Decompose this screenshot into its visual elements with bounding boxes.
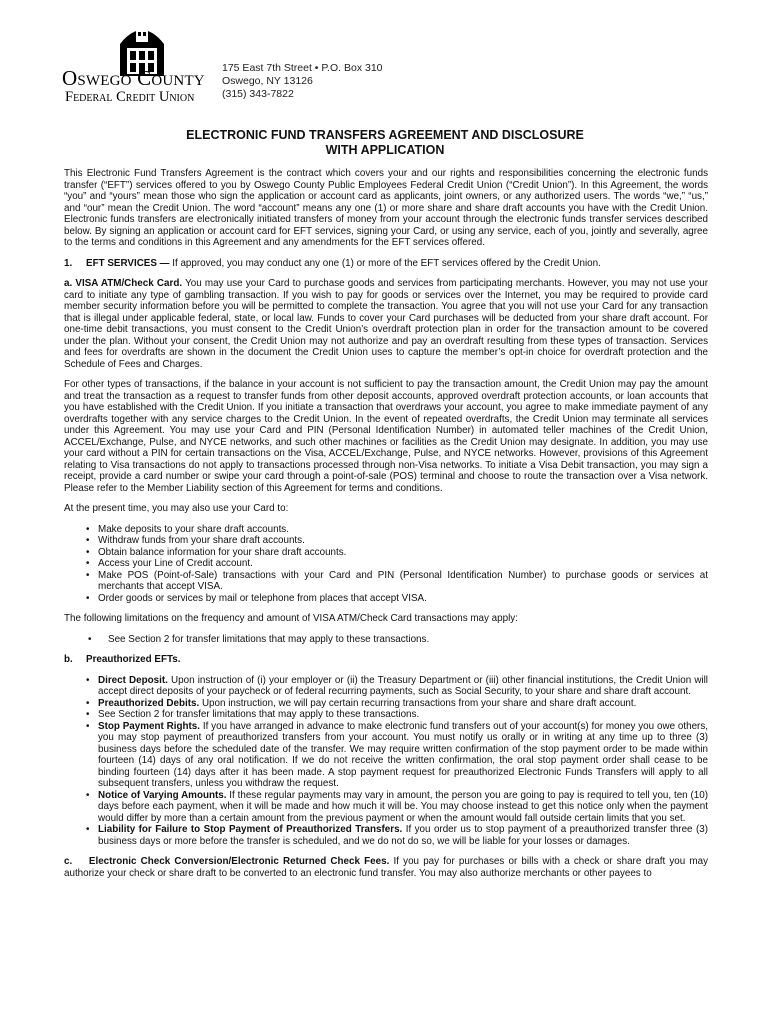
item-text: See Section 2 for transfer limitations that may apply to these transactions. bbox=[98, 709, 420, 720]
title-line2: WITH APPLICATION bbox=[325, 143, 445, 157]
card-uses-list bbox=[64, 524, 708, 605]
list-item: • Make POS (Point-of-Sale) transactions with your Card and PIN (Personal Identification Number) to purchase goods or services at merchants that accept VISA. bbox=[64, 570, 708, 593]
section-c bbox=[64, 856, 708, 879]
item-text: If these regular payments may vary in amount, the person you are going to pay is required to tell you, ten (10) days before each payment, when it will be made and how much it will be. You may choose instead to get this notice only when the payment would differ by more than a certain amount from the previous payment or when the amount would fall outside certain limits that you set. bbox=[98, 789, 708, 824]
list-item bbox=[64, 709, 708, 721]
section-a-text: You may use your Card to purchase goods and services from participating merchants. However, you may not use your card to initiate any type of gambling transaction. If you wish to pay for goods or services over the Internet, you may be required to provide card member security information before you will be permitted to complete the transaction. You agree that you will not use your Card for any transaction that is illegal under applicable federal, state, or local law. Funds to cover your Card purchases will be deducted from your share draft account. For one-time debit transactions, you must consent to the Credit Union’s overdraft protection plan in order for the transaction amount to be covered under the plan. Without your consent, the Credit Union may not authorize and pay an overdraft resulting from these types of transaction. Services and fees for overdrafts are shown in the document the Credit Union uses to capture the member’s opt-in choice for overdraft protection and the Schedule of Fees and Charges. bbox=[64, 278, 708, 370]
section-a-heading: a. VISA ATM/Check Card. bbox=[64, 278, 183, 289]
list-item bbox=[64, 790, 708, 825]
list-item: • Make deposits to your share draft accounts. bbox=[64, 524, 708, 536]
list-item: • See Section 2 for transfer limitations that may apply to these transactions. bbox=[64, 634, 708, 646]
item-text: If you order us to stop payment of a preauthorized transfer three (3) business days or more before the transfer is scheduled, and we do not do so, we will be liable for your losses or damages. bbox=[98, 824, 708, 847]
section-heading: EFT SERVICES — bbox=[86, 257, 170, 269]
section-b-title: Preauthorized EFTs. bbox=[86, 654, 181, 665]
section-text: If approved, you may conduct any one (1) or more of the EFT services offered by the Credit Union. bbox=[169, 257, 601, 269]
section-c-text: If you pay for purchases or bills with a check or share draft you may authorize your check or share draft to be converted to an electronic fund transfer. You may also authorize merchants or other payees to bbox=[64, 856, 708, 879]
preauthorized-list bbox=[64, 675, 708, 848]
list-item: • Order goods or services by mail or telephone from places that accept VISA. bbox=[64, 593, 708, 605]
section-a-paragraph: For other types of transactions, if the balance in your account is not sufficient to pay the transaction amount, the Credit Union may pay the amount and treat the transaction as a request to transfer funds from other deposit accounts, approved overdraft protection accounts, or loan accounts that you have established with the Credit Union. If you initiate a transaction that overdraws your account, you agree to make immediate payment of any overdrafts together with any service charges to the Credit Union. In the event of repeated overdrafts, the Credit Union may terminate all services under this Agreement. You may use your Card and PIN (Personal Identification Number) in automated teller machines of the Credit Union, ACCEL/Exchange, Pulse, and NYCE networks, and such other machines or facilities as the Credit Union may designate. In addition, you may use your card without a PIN for certain transactions on the Visa, ACCEL/Exchange, Pulse, and NYCE networks. However, provisions of this Agreement relating to Visa transactions do not apply to transactions processed through non-Visa networks. To initiate a Visa Debit transaction, you may sign a receipt, provide a card number or swipe your card through a point-of-sale (POS) terminal and choose to route the transaction over a Visa network. Please refer to the Member Liability section of this Agreement for terms and conditions. bbox=[64, 379, 708, 494]
section-b-heading bbox=[64, 654, 708, 666]
section-letter: b. bbox=[64, 654, 73, 665]
item-bold: Direct Deposit. bbox=[98, 674, 168, 686]
item-bold: Preauthorized Debits. bbox=[98, 697, 200, 709]
list-item bbox=[64, 675, 708, 698]
logo-line2: Federal Credit Union bbox=[65, 89, 195, 105]
item-bold: Stop Payment Rights. bbox=[98, 720, 200, 732]
document-title bbox=[60, 128, 710, 158]
credit-union-logo bbox=[62, 20, 218, 104]
intro-paragraph: This Electronic Fund Transfers Agreement is the contract which covers your and our rights and responsibilities concerning the electronic funds transfer (“EFT”) services offered to you by Oswego County Public Employees Federal Credit Union (“Credit Union”). In this Agreement, the words “you” and “yours” mean those who sign the application or account card as applicants, joint owners, or any authorized users. The words “we,” “us,” and “our” mean the Credit Union. The word “account” means any one (1) or more share and share draft accounts you have with the Credit Union. Electronic funds transfers are electronically initiated transfers of money from your account through the electronic funds transfer services described below. By signing an application or account card for EFT services, signing your Card, or using any service, each of you, jointly and severally, agree to the terms and conditions in this Agreement and any amendments for the EFT services offered. bbox=[64, 168, 708, 248]
section-number: 1. bbox=[64, 257, 73, 269]
list-item: • Withdraw funds from your share draft accounts. bbox=[64, 535, 708, 547]
list-item: • Obtain balance information for your share draft accounts. bbox=[64, 547, 708, 559]
item-text: Upon instruction of (i) your employer or (ii) the Treasury Department or (iii) other financial institutions, the Credit Union will accept direct deposits of your paycheck or of federal recurring payments, such as Social Security, to your share and share draft account. bbox=[98, 674, 708, 697]
section-c-heading: c. Electronic Check Conversion/Electronic Returned Check Fees. bbox=[64, 856, 390, 867]
logo-line1: Oswego County bbox=[62, 66, 205, 90]
item-text: If you have arranged in advance to make electronic fund transfers out of your account(s) for money you owe others, you may stop payment of preauthorized transfers from your account. You must notify us orally or in writing at any time up to three (3) business days before the scheduled date of the transfer. We may require written confirmation of the stop payment order to be made within fourteen (14) days of any oral notification. If we do not receive the written confirmation, the oral stop payment order shall cease to be binding fourteen (14) days after it has been made. A stop payment request for preauthorized Electronic Funds Transfers will apply to all subsequent transfers, unless you withdraw the request. bbox=[98, 720, 708, 789]
list-item bbox=[64, 824, 708, 847]
section-a-paragraph: At the present time, you may also use your Card to: bbox=[64, 503, 289, 514]
title-line1: ELECTRONIC FUND TRANSFERS AGREEMENT AND DISCLOSURE bbox=[186, 128, 584, 142]
limitations-list bbox=[64, 634, 708, 646]
phone-line: (315) 343-7822 bbox=[222, 88, 294, 100]
item-bold: Liability for Failure to Stop Payment of Preauthorized Transfers. bbox=[98, 824, 403, 835]
list-item bbox=[64, 721, 708, 790]
section-a-paragraph: The following limitations on the frequency and amount of VISA ATM/Check Card transactions may apply: bbox=[64, 613, 518, 624]
address-block bbox=[222, 62, 383, 101]
address-line: Oswego, NY 13126 bbox=[222, 75, 313, 87]
section-a bbox=[64, 278, 708, 370]
list-item bbox=[64, 698, 708, 710]
address-line: 175 East 7th Street • P.O. Box 310 bbox=[222, 62, 383, 74]
item-text: Upon instruction, we will pay certain recurring transactions from your share and share draft account. bbox=[199, 697, 637, 709]
item-bold: Notice of Varying Amounts. bbox=[98, 789, 227, 801]
section-1 bbox=[64, 258, 708, 270]
document-body bbox=[64, 168, 708, 888]
list-item: • Access your Line of Credit account. bbox=[64, 558, 708, 570]
